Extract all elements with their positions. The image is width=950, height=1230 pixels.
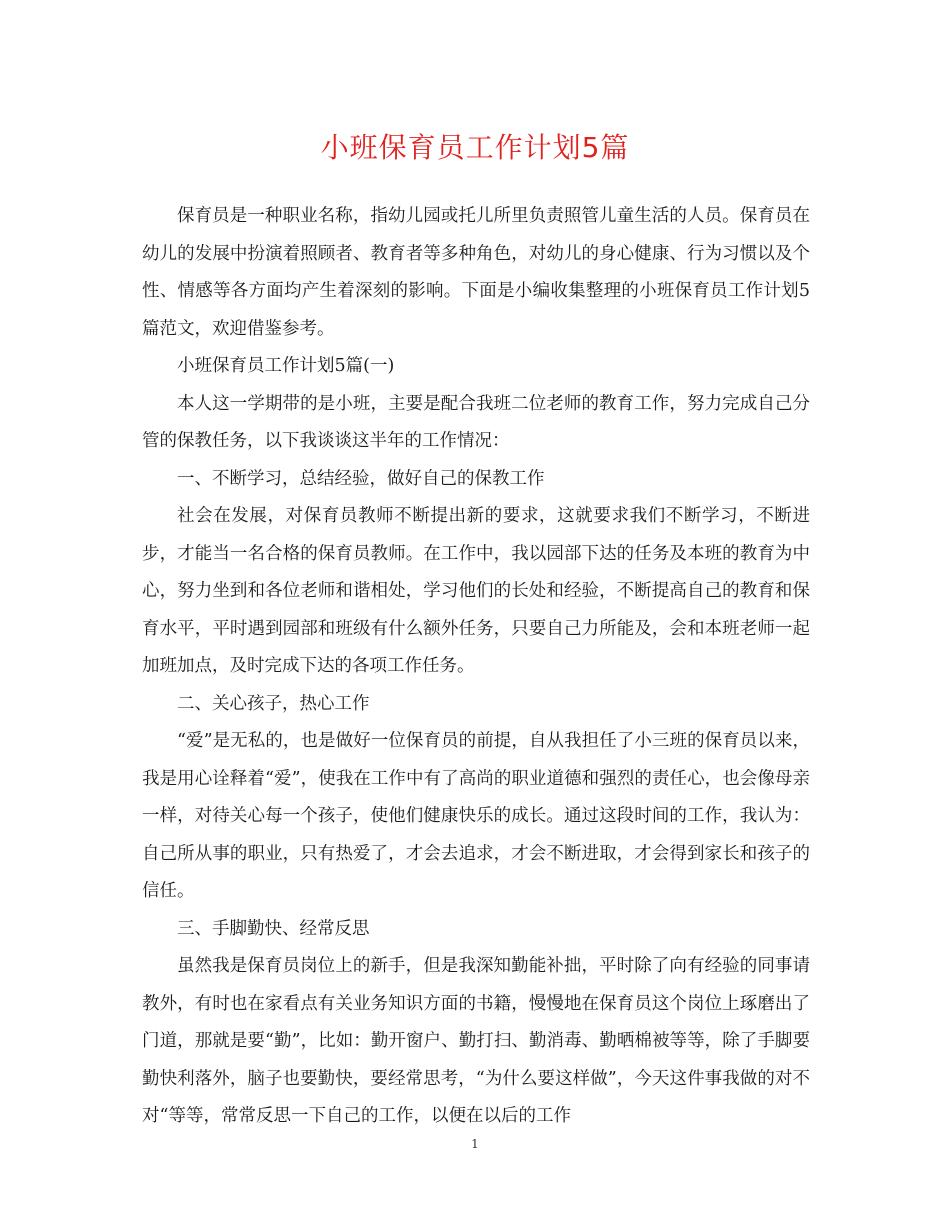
paragraph: 本人这一学期带的是小班，主要是配合我班二位老师的教育工作，努力完成自己分管的保教任务，以下我谈谈这半年的工作情况：	[142, 393, 810, 451]
document-title: 小班保育员工作计划5篇	[320, 131, 630, 164]
paragraph: 社会在发展，对保育员教师不断提出新的要求，这就要求我们不断学习，不断进步，才能当一名合格的保育员教师。在工作中，我以园部下达的任务及本班的教育为中心，努力坐到和各位老师和谐相处，学习他们的长处和经验，不断提高自己的教育和保育水平，平时遇到园部和班级有什么额外任务，只要自己力所能及，会和本班老师一起加班加点，及时完成下达的各项工作任务。	[142, 506, 810, 676]
paragraph: 虽然我是保育员岗位上的新手，但是我深知勤能补拙，平时除了向有经验的同事请教外，有时也在家看点有关业务知识方面的书籍，慢慢地在保育员这个岗位上琢磨出了门道，那就是要“勤”，比如：勤开窗户、勤打扫、勤消毒、勤晒棉被等等，除了手脚要勤快利落外，脑子也要勤快，要经常思考，“为什么要这样做”，今天这件事我做的对不对“等等，常常反思一下自己的工作，以便在以后的工作	[142, 956, 810, 1126]
paragraph: “爱”是无私的，也是做好一位保育员的前提，自从我担任了小三班的保育员以来，我是用心诠释着“爱”，使我在工作中有了高尚的职业道德和强烈的责任心，也会像母亲一样，对待关心每一个孩子，使他们健康快乐的成长。通过这段时间的工作，我认为：自己所从事的职业，只有热爱了，才会去追求，才会不断进取，才会得到家长和孩子的信任。	[142, 731, 810, 901]
paragraph-subtitle: 小班保育员工作计划5篇(一)	[177, 356, 395, 376]
document-body	[142, 198, 810, 1136]
section-heading-3: 三、手脚勤快、经常反思	[177, 918, 370, 939]
section-heading-1: 一、不断学习，总结经验，做好自己的保教工作	[177, 468, 545, 489]
page-number: 1	[471, 1137, 479, 1151]
section-heading-2: 二、关心孩子，热心工作	[177, 693, 370, 714]
paragraph-intro: 保育员是一种职业名称，指幼儿园或托儿所里负责照管儿童生活的人员。保育员在幼儿的发展中扮演着照顾者、教育者等多种角色，对幼儿的身心健康、行为习惯以及个性、情感等各方面均产生着深刻的影响。下面是小编收集整理的小班保育员工作计划5篇范文，欢迎借鉴参考。	[142, 206, 810, 339]
